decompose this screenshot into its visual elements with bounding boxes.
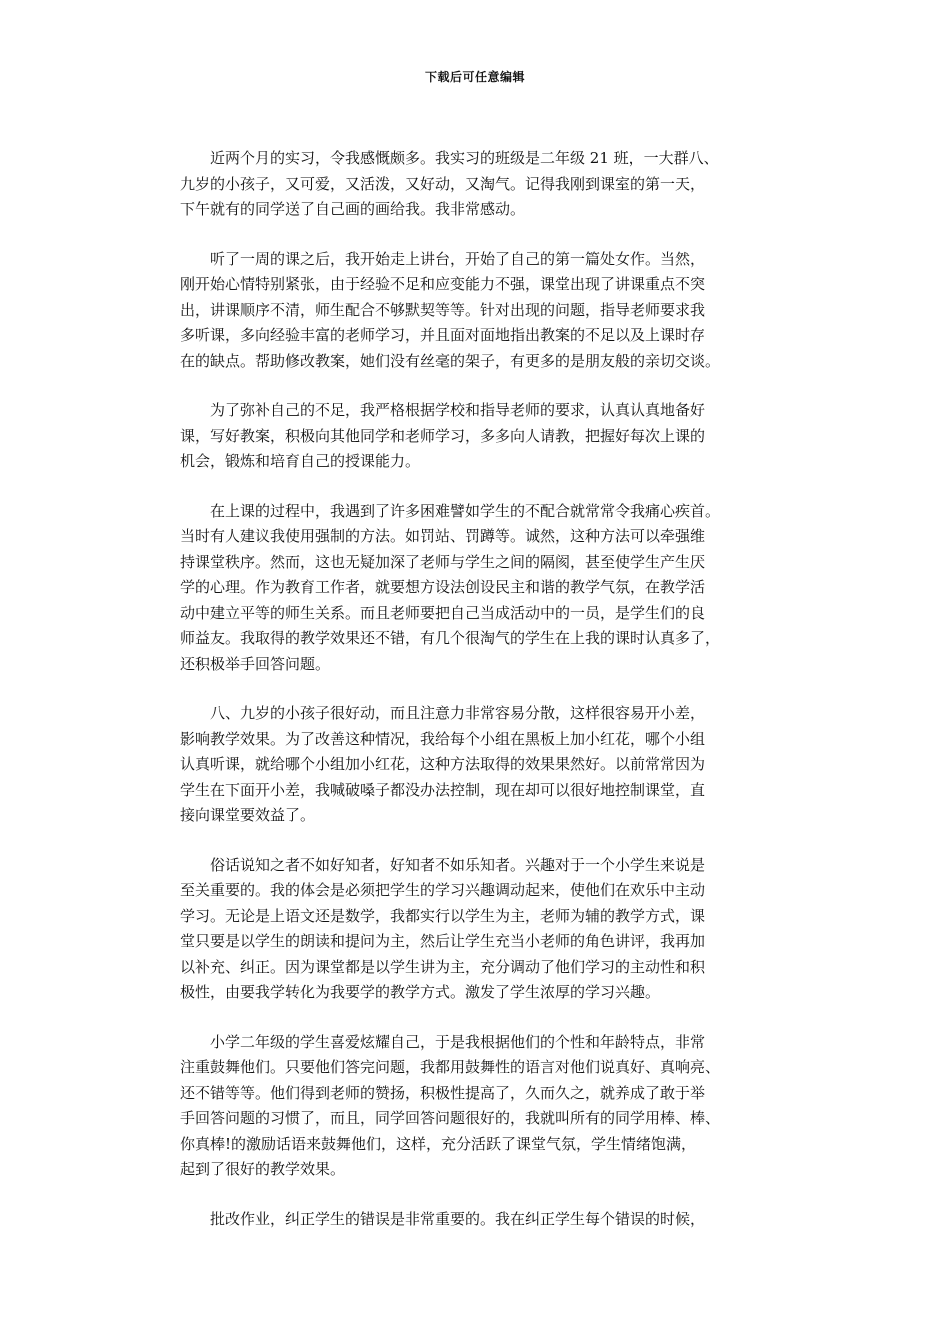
paragraph-line: 为了弥补自己的不足，我严格根据学校和指导老师的要求，认真认真地备好: [210, 401, 706, 419]
paragraph-8: [180, 1207, 780, 1233]
paragraph-line: 你真棒!的激励话语来鼓舞他们，这样，充分活跃了课堂气氛，学生情绪饱满，: [180, 1134, 697, 1153]
paragraph-line: 极性，由要我学转化为我要学的教学方式。激发了学生浓厚的学习兴趣。: [180, 983, 661, 1001]
paragraph-line: 师益友。我取得的教学效果还不错，有几个很淘气的学生在上我的课时认真多了，: [180, 629, 721, 647]
paragraph-line: 还积极举手回答问题。: [180, 654, 331, 673]
paragraph-line: 课，写好教案，积极向其他同学和老师学习，多多向人请教，把握好每次上课的: [180, 426, 706, 445]
paragraph-line: 俗话说知之者不如好知者，好知者不如乐知者。兴趣对于一个小学生来说是: [210, 855, 706, 874]
paragraph-line: 小学二年级的学生喜爱炫耀自己，于是我根据他们的个性和年龄特点，非常: [210, 1032, 706, 1051]
paragraph-line: 以补充、纠正。因为课堂都是以学生讲为主，充分调动了他们学习的主动性和积: [180, 957, 706, 976]
paragraph-7: [180, 1030, 780, 1183]
paragraph-line: 机会，锻炼和培育自己的授课能力。: [180, 452, 421, 470]
paragraph-line: 还不错等等。他们得到老师的赞扬，积极性提高了，久而久之，就养成了敢于举: [180, 1083, 706, 1102]
paragraph-line: 批改作业，纠正学生的错误是非常重要的。我在纠正学生每个错误的时候，: [210, 1209, 706, 1228]
paragraph-line: 九岁的小孩子，又可爱，又活泼，又好动，又淘气。记得我刚到课室的第一天，: [180, 174, 706, 193]
paragraph-line: 听了一周的课之后，我开始走上讲台，开始了自己的第一篇处女作。当然，: [210, 249, 706, 268]
paragraph-line: 刚开始心情特别紧张，由于经验不足和应变能力不强，课堂出现了讲课重点不突: [180, 275, 706, 293]
paragraph-line: 在上课的过程中，我遇到了许多困难譬如学生的不配合就常常令我痛心疾首。: [210, 501, 721, 520]
paragraph-line: 影响教学效果。为了改善这种情况，我给每个小组在黑板上加小红花，哪个小组: [180, 729, 706, 748]
page-header: 下载后可任意编辑: [424, 70, 525, 84]
document-body: [180, 146, 780, 1256]
paragraph-line: 八、九岁的小孩子很好动，而且注意力非常容易分散，这样很容易开小差，: [210, 704, 706, 722]
paragraph-line: 认真听课，就给哪个小组加小红花，这种方法取得的效果果然好。以前常常因为: [180, 755, 706, 773]
paragraph-line: 近两个月的实习，令我感慨颇多。我实习的班级是二年级 21 班，一大群八、: [210, 149, 719, 167]
paragraph-line: 在的缺点。帮助修改教案，她们没有丝毫的架子，有更多的是朋友般的亲切交谈。: [180, 351, 721, 370]
paragraph-line: 注重鼓舞他们。只要他们答完问题，我都用鼓舞性的语言对他们说真好、真响亮、: [180, 1058, 721, 1076]
paragraph-line: 手回答问题的习惯了，而且，同学回答问题很好的，我就叫所有的同学用棒、棒、: [180, 1109, 721, 1127]
paragraph-6: [180, 853, 780, 1006]
paragraph-line: 堂只要是以学生的朗读和提问为主，然后让学生充当小老师的角色讲评，我再加: [180, 932, 706, 950]
paragraph-line: 多听课，多向经验丰富的老师学习，并且面对面地指出教案的不足以及上课时存: [180, 326, 706, 344]
paragraph-5: [180, 701, 780, 829]
paragraph-2: [180, 247, 780, 375]
paragraph-4: [180, 499, 780, 678]
paragraph-line: 接向课堂要效益了。: [180, 806, 316, 824]
paragraph-1: [180, 146, 780, 223]
paragraph-line: 动中建立平等的师生关系。而且老师要把自己当成活动中的一员，是学生们的良: [180, 603, 706, 622]
paragraph-line: 下午就有的同学送了自己画的画给我。我非常感动。: [180, 200, 526, 218]
paragraph-line: 出，讲课顺序不清，师生配合不够默契等等。针对出现的问题，指导老师要求我: [180, 300, 706, 319]
paragraph-line: 当时有人建议我使用强制的方法。如罚站、罚蹲等。诚然，这种方法可以牵强维: [180, 527, 706, 545]
paragraph-line: 至关重要的。我的体会是必须把学生的学习兴趣调动起来，使他们在欢乐中主动: [180, 881, 706, 899]
paragraph-line: 持课堂秩序。然而，这也无疑加深了老师与学生之间的隔阂，甚至使学生产生厌: [180, 552, 706, 571]
paragraph-line: 学习。无论是上语文还是数学，我都实行以学生为主，老师为辅的教学方式，课: [180, 906, 706, 925]
paragraph-3: [180, 398, 780, 475]
paragraph-line: 学的心理。作为教育工作者，就要想方设法创设民主和谐的教学气氛，在教学活: [180, 578, 706, 596]
paragraph-line: 学生在下面开小差，我喊破嗓子都没办法控制，现在却可以很好地控制课堂，直: [180, 780, 706, 799]
paragraph-line: 起到了很好的教学效果。: [180, 1160, 346, 1178]
